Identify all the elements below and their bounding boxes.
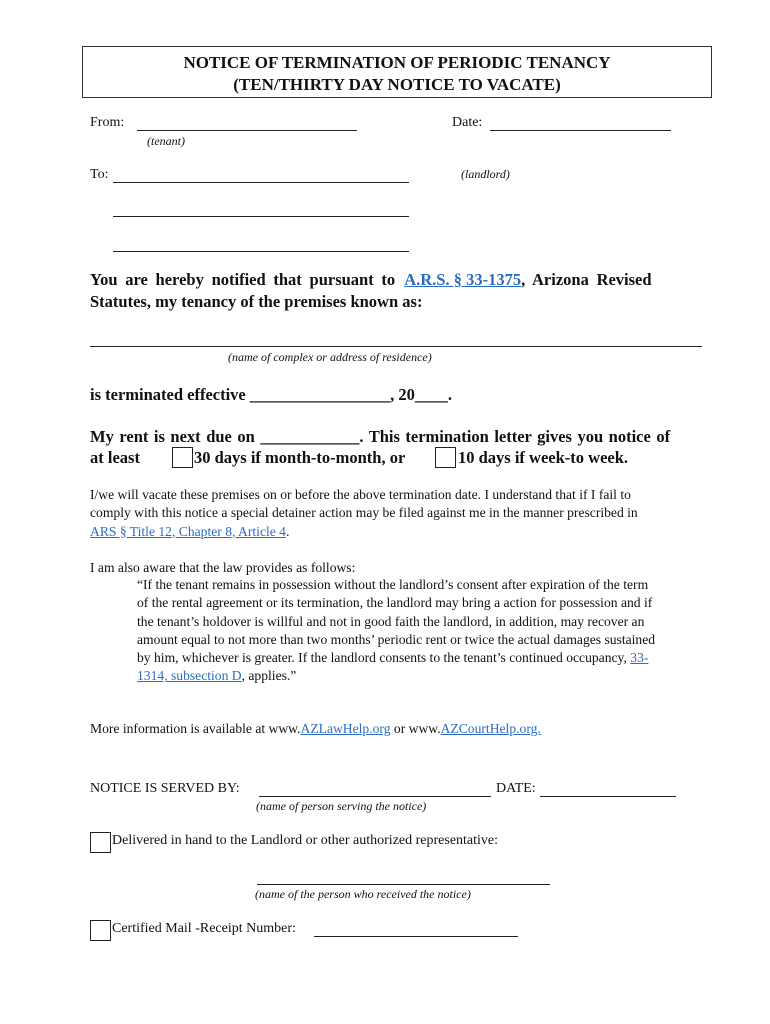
law-quote-line-2: of the rental agreement or its termination, the landlord may bring a action for possession and if [137, 595, 653, 611]
statute-link[interactable]: A.R.S. § 33-1375 [404, 270, 522, 289]
more-info-middle: or www. [390, 721, 441, 736]
receipt-number-field[interactable] [314, 936, 518, 937]
ars-33-1314-link-part2[interactable]: 1314, subsection D [137, 668, 242, 684]
notice-line-1 [90, 270, 708, 290]
law-quote-line-1: “If the tenant remains in possession without the landlord’s consent after expiration of the term [137, 577, 649, 592]
law-quote-line-5: by him, whichever is greater. If the landlord consents to the tenant’s continued occupancy, [137, 650, 627, 666]
more-info-prefix: More information is available at www. [90, 721, 301, 736]
premises-field[interactable] [90, 346, 702, 347]
certified-mail-label: Certified Mail -Receipt Number: [112, 921, 296, 936]
from-label: From: [90, 115, 125, 130]
checkbox-30-days[interactable] [172, 447, 193, 468]
law-quote-line-4: amount equal to not more than two months’ periodic rent or twice the actual damages sustained [137, 631, 656, 647]
landlord-address-field-2[interactable] [113, 251, 409, 252]
form-title-line1: NOTICE OF TERMINATION OF PERIODIC TENANCY [183, 53, 611, 72]
tenant-name-field[interactable] [137, 130, 357, 131]
ars-title-12-link[interactable]: ARS § Title 12, Chapter 8, Article 4 [90, 523, 286, 539]
more-info-line [90, 720, 541, 738]
delivered-label: Delivered in hand to the Landlord or other authorized representative: [112, 833, 499, 848]
azlawhelp-link[interactable]: AZLawHelp.org [300, 721, 391, 736]
tenant-caption: (tenant) [147, 134, 185, 148]
option-10-days-label: 10 days if week-to week. [458, 448, 629, 467]
premises-caption: (name of complex or address of residence) [228, 350, 432, 364]
at-least-label: at least [90, 448, 140, 467]
notice-line-2: Statutes, my tenancy of the premises known as: [90, 292, 423, 311]
checkbox-certified-mail[interactable] [90, 920, 111, 941]
form-title-box [82, 46, 712, 98]
to-label: To: [90, 167, 109, 182]
landlord-address-field-1[interactable] [113, 216, 409, 217]
service-date-label: DATE: [496, 781, 536, 796]
vacate-line-3-end: . [285, 523, 290, 539]
notice-text-after: , Arizona Revised [521, 270, 652, 289]
receiver-name-field[interactable] [257, 884, 550, 885]
law-quote-line-6-end: , applies.” [241, 668, 297, 684]
terminated-effective-line: is terminated effective _________________, 20____. [90, 385, 453, 404]
checkbox-delivered-in-hand[interactable] [90, 832, 111, 853]
served-by-label: NOTICE IS SERVED BY: [90, 781, 240, 796]
landlord-caption: (landlord) [461, 167, 510, 181]
vacate-line-1: I/we will vacate these premises on or before the above termination date. I understand that if I fail to [90, 487, 631, 502]
server-caption: (name of person serving the notice) [256, 799, 427, 813]
law-quote [137, 576, 708, 686]
ars-33-1314-link-part1[interactable]: 33- [630, 650, 649, 666]
option-30-days-label: 30 days if month-to-month, or [194, 448, 406, 467]
date-label: Date: [452, 115, 483, 130]
notice-text-before: You are hereby notified that pursuant to [90, 270, 396, 289]
server-name-field[interactable] [259, 796, 491, 797]
rent-due-line: My rent is next due on ____________. This termination letter gives you notice of [90, 427, 671, 446]
receiver-caption: (name of the person who received the notice) [255, 887, 471, 901]
checkbox-10-days[interactable] [435, 447, 456, 468]
law-quote-line-3: the tenant’s holdover is willful and not in good faith the landlord, in addition, may recover an [137, 613, 645, 629]
landlord-name-field[interactable] [113, 182, 409, 183]
law-intro: I am also aware that the law provides as follows: [90, 560, 356, 575]
form-title-line2: (TEN/THIRTY DAY NOTICE TO VACATE) [233, 75, 561, 94]
vacate-line-2: comply with this notice a special detainer action may be filed against me in the manner prescribed in [90, 505, 638, 521]
date-field[interactable] [490, 130, 671, 131]
service-date-field[interactable] [540, 796, 676, 797]
azcourthelp-link[interactable]: AZCourtHelp.org. [440, 721, 541, 736]
vacate-paragraph [90, 486, 708, 541]
